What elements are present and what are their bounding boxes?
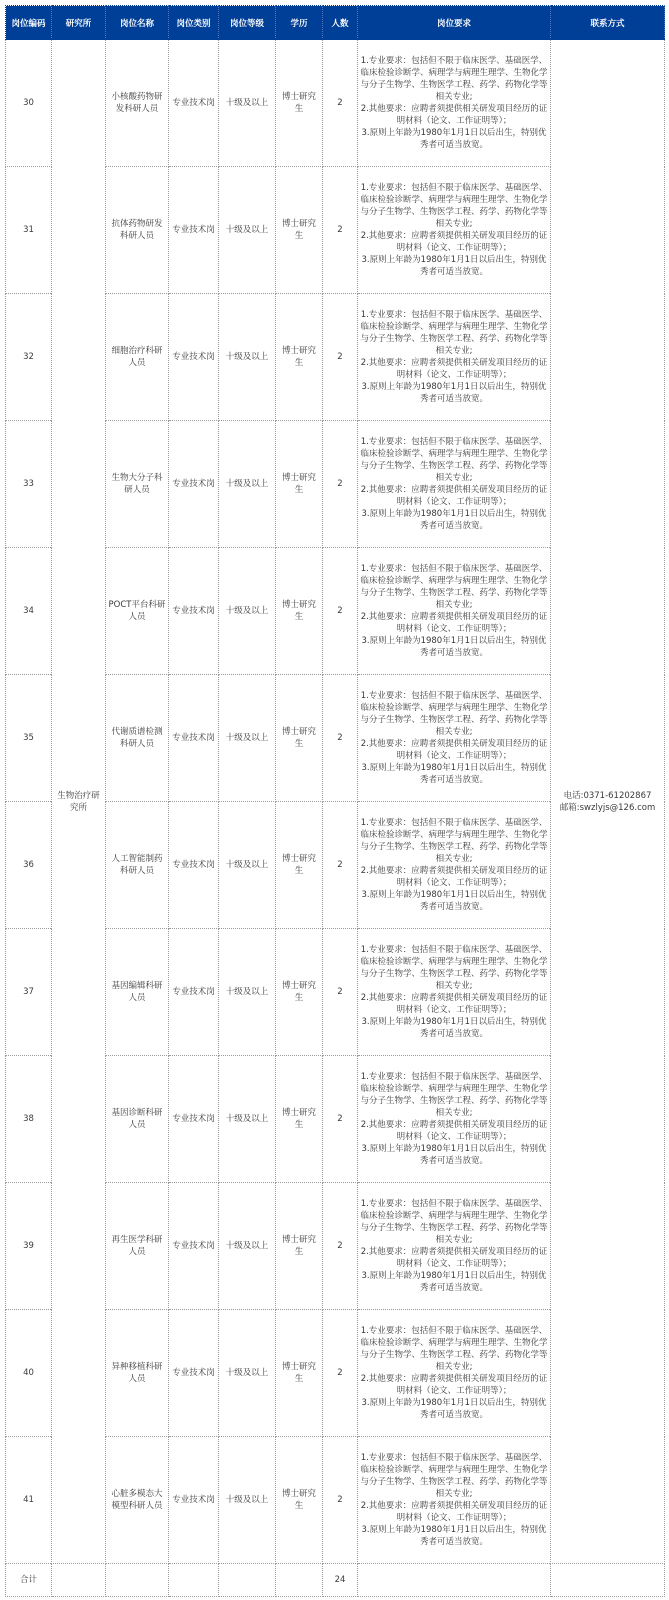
cell-education: 博士研究生 — [276, 167, 323, 294]
cell-requirements — [358, 294, 551, 421]
requirement-line-2: 2.其他要求：应聘者须提供相关研发项目经历的证明材料（论文、工作证明等）； — [360, 231, 548, 253]
requirement-line-1: 1.专业要求：包括但不限于临床医学、基础医学、临床检验诊断学、病理学与病理生理学、生物化学与分子生物学、生物医学工程、药学、药物化学等相关专业; — [360, 1072, 548, 1118]
header-row — [6, 6, 665, 40]
requirement-line-3: 3.原则上年龄为1980年1月1日以后出生，特别优秀者可适当放宽。 — [361, 255, 547, 277]
cell-category: 专业技术岗 — [169, 1437, 219, 1564]
cell-requirements — [358, 548, 551, 675]
requirement-line-3: 3.原则上年龄为1980年1月1日以后出生，特别优秀者可适当放宽。 — [361, 382, 547, 404]
cell-level: 十级及以上 — [219, 1183, 276, 1310]
total-empty — [551, 1564, 665, 1597]
cell-education: 博士研究生 — [276, 1310, 323, 1437]
requirement-line-2: 2.其他要求：应聘者须提供相关研发项目经历的证明材料（论文、工作证明等）； — [360, 1247, 548, 1269]
col-header-count: 人数 — [323, 6, 358, 40]
cell-name: 细胞治疗科研人员 — [106, 294, 169, 421]
total-empty — [219, 1564, 276, 1597]
cell-code: 31 — [6, 167, 52, 294]
requirement-line-2: 2.其他要求：应聘者须提供相关研发项目经历的证明材料（论文、工作证明等）； — [360, 866, 548, 888]
cell-education: 博士研究生 — [276, 40, 323, 167]
cell-category: 专业技术岗 — [169, 40, 219, 167]
requirement-line-2: 2.其他要求：应聘者须提供相关研发项目经历的证明材料（论文、工作证明等）； — [360, 993, 548, 1015]
cell-name: 再生医学科研人员 — [106, 1183, 169, 1310]
contact-phone: 电话:0371-61202867 — [563, 790, 652, 801]
cell-name: POCT平台科研人员 — [106, 548, 169, 675]
cell-code: 37 — [6, 929, 52, 1056]
requirement-line-3: 3.原则上年龄为1980年1月1日以后出生，特别优秀者可适当放宽。 — [361, 509, 547, 531]
total-empty — [358, 1564, 551, 1597]
requirement-line-2: 2.其他要求：应聘者须提供相关研发项目经历的证明材料（论文、工作证明等）； — [360, 104, 548, 126]
requirement-line-1: 1.专业要求：包括但不限于临床医学、基础医学、临床检验诊断学、病理学与病理生理学、生物化学与分子生物学、生物医学工程、药学、药物化学等相关专业; — [360, 945, 548, 991]
cell-requirements — [358, 929, 551, 1056]
cell-count: 2 — [323, 294, 358, 421]
cell-education: 博士研究生 — [276, 548, 323, 675]
requirement-line-1: 1.专业要求：包括但不限于临床医学、基础医学、临床检验诊断学、病理学与病理生理学、生物化学与分子生物学、生物医学工程、药学、药物化学等相关专业; — [360, 1326, 548, 1372]
requirement-line-3: 3.原则上年龄为1980年1月1日以后出生，特别优秀者可适当放宽。 — [361, 1398, 547, 1420]
cell-category: 专业技术岗 — [169, 802, 219, 929]
cell-level: 十级及以上 — [219, 167, 276, 294]
cell-category: 专业技术岗 — [169, 1183, 219, 1310]
requirement-line-2: 2.其他要求：应聘者须提供相关研发项目经历的证明材料（论文、工作证明等）； — [360, 358, 548, 380]
cell-category: 专业技术岗 — [169, 548, 219, 675]
cell-name: 代谢质谱检测科研人员 — [106, 675, 169, 802]
cell-code: 30 — [6, 40, 52, 167]
total-empty — [52, 1564, 106, 1597]
cell-requirements — [358, 421, 551, 548]
cell-education: 博士研究生 — [276, 421, 323, 548]
cell-level: 十级及以上 — [219, 675, 276, 802]
cell-level: 十级及以上 — [219, 40, 276, 167]
cell-requirements — [358, 1310, 551, 1437]
requirement-line-3: 3.原则上年龄为1980年1月1日以后出生，特别优秀者可适当放宽。 — [361, 636, 547, 658]
total-empty — [106, 1564, 169, 1597]
col-header-level: 岗位等级 — [219, 6, 276, 40]
col-header-code: 岗位编码 — [6, 6, 52, 40]
cell-code: 33 — [6, 421, 52, 548]
total-label: 合计 — [6, 1564, 52, 1597]
cell-education: 博士研究生 — [276, 675, 323, 802]
cell-count: 2 — [323, 167, 358, 294]
cell-count: 2 — [323, 548, 358, 675]
cell-count: 2 — [323, 1437, 358, 1564]
requirement-line-3: 3.原则上年龄为1980年1月1日以后出生，特别优秀者可适当放宽。 — [361, 1017, 547, 1039]
requirement-line-1: 1.专业要求：包括但不限于临床医学、基础医学、临床检验诊断学、病理学与病理生理学、生物化学与分子生物学、生物医学工程、药学、药物化学等相关专业; — [360, 691, 548, 737]
cell-level: 十级及以上 — [219, 294, 276, 421]
cell-contact — [551, 40, 665, 1564]
cell-requirements — [358, 167, 551, 294]
cell-category: 专业技术岗 — [169, 421, 219, 548]
cell-level: 十级及以上 — [219, 1056, 276, 1183]
cell-code: 39 — [6, 1183, 52, 1310]
cell-level: 十级及以上 — [219, 548, 276, 675]
cell-code: 32 — [6, 294, 52, 421]
positions-table — [5, 5, 665, 1597]
cell-name: 小核酸药物研发科研人员 — [106, 40, 169, 167]
requirement-line-1: 1.专业要求：包括但不限于临床医学、基础医学、临床检验诊断学、病理学与病理生理学、生物化学与分子生物学、生物医学工程、药学、药物化学等相关专业; — [360, 564, 548, 610]
cell-requirements — [358, 1056, 551, 1183]
cell-requirements — [358, 802, 551, 929]
requirement-line-2: 2.其他要求：应聘者须提供相关研发项目经历的证明材料（论文、工作证明等）； — [360, 1120, 548, 1142]
cell-count: 2 — [323, 929, 358, 1056]
requirement-line-3: 3.原则上年龄为1980年1月1日以后出生，特别优秀者可适当放宽。 — [361, 763, 547, 785]
requirement-line-2: 2.其他要求：应聘者须提供相关研发项目经历的证明材料（论文、工作证明等）； — [360, 1374, 548, 1396]
requirement-line-3: 3.原则上年龄为1980年1月1日以后出生，特别优秀者可适当放宽。 — [361, 1144, 547, 1166]
requirement-line-3: 3.原则上年龄为1980年1月1日以后出生，特别优秀者可适当放宽。 — [361, 128, 547, 150]
requirement-line-2: 2.其他要求：应聘者须提供相关研发项目经历的证明材料（论文、工作证明等）； — [360, 739, 548, 761]
cell-requirements — [358, 40, 551, 167]
cell-code: 38 — [6, 1056, 52, 1183]
requirement-line-1: 1.专业要求：包括但不限于临床医学、基础医学、临床检验诊断学、病理学与病理生理学、生物化学与分子生物学、生物医学工程、药学、药物化学等相关专业; — [360, 1453, 548, 1499]
col-header-education: 学历 — [276, 6, 323, 40]
cell-category: 专业技术岗 — [169, 929, 219, 1056]
cell-requirements — [358, 1183, 551, 1310]
total-row — [6, 1564, 665, 1597]
cell-name: 生物大分子科研人员 — [106, 421, 169, 548]
cell-level: 十级及以上 — [219, 929, 276, 1056]
col-header-institute: 研究所 — [52, 6, 106, 40]
cell-name: 基因诊断科研人员 — [106, 1056, 169, 1183]
cell-name: 心脏多模态大模型科研人员 — [106, 1437, 169, 1564]
requirement-line-2: 2.其他要求：应聘者须提供相关研发项目经历的证明材料（论文、工作证明等）； — [360, 1501, 548, 1523]
total-count: 24 — [323, 1564, 358, 1597]
cell-category: 专业技术岗 — [169, 1310, 219, 1437]
cell-education: 博士研究生 — [276, 802, 323, 929]
col-header-contact: 联系方式 — [551, 6, 665, 40]
cell-requirements — [358, 675, 551, 802]
requirement-line-2: 2.其他要求：应聘者须提供相关研发项目经历的证明材料（论文、工作证明等）； — [360, 485, 548, 507]
requirement-line-1: 1.专业要求：包括但不限于临床医学、基础医学、临床检验诊断学、病理学与病理生理学、生物化学与分子生物学、生物医学工程、药学、药物化学等相关专业; — [360, 56, 548, 102]
cell-count: 2 — [323, 1183, 358, 1310]
requirement-line-1: 1.专业要求：包括但不限于临床医学、基础医学、临床检验诊断学、病理学与病理生理学、生物化学与分子生物学、生物医学工程、药学、药物化学等相关专业; — [360, 818, 548, 864]
table-row — [6, 40, 665, 167]
requirement-line-1: 1.专业要求：包括但不限于临床医学、基础医学、临床检验诊断学、病理学与病理生理学、生物化学与分子生物学、生物医学工程、药学、药物化学等相关专业; — [360, 437, 548, 483]
cell-name: 人工智能制药科研人员 — [106, 802, 169, 929]
contact-email: 邮箱:swzlyjs@126.com — [559, 802, 656, 813]
cell-name: 抗体药物研发科研人员 — [106, 167, 169, 294]
cell-code: 40 — [6, 1310, 52, 1437]
cell-institute: 生物治疗研究所 — [52, 40, 106, 1564]
cell-education: 博士研究生 — [276, 1183, 323, 1310]
cell-level: 十级及以上 — [219, 1310, 276, 1437]
requirement-line-1: 1.专业要求：包括但不限于临床医学、基础医学、临床检验诊断学、病理学与病理生理学、生物化学与分子生物学、生物医学工程、药学、药物化学等相关专业; — [360, 1199, 548, 1245]
cell-name: 基因编辑科研人员 — [106, 929, 169, 1056]
cell-code: 41 — [6, 1437, 52, 1564]
requirement-line-1: 1.专业要求：包括但不限于临床医学、基础医学、临床检验诊断学、病理学与病理生理学、生物化学与分子生物学、生物医学工程、药学、药物化学等相关专业; — [360, 183, 548, 229]
cell-level: 十级及以上 — [219, 421, 276, 548]
col-header-name: 岗位名称 — [106, 6, 169, 40]
requirement-line-3: 3.原则上年龄为1980年1月1日以后出生，特别优秀者可适当放宽。 — [361, 1525, 547, 1547]
cell-category: 专业技术岗 — [169, 1056, 219, 1183]
requirement-line-3: 3.原则上年龄为1980年1月1日以后出生，特别优秀者可适当放宽。 — [361, 890, 547, 912]
cell-requirements — [358, 1437, 551, 1564]
cell-education: 博士研究生 — [276, 1437, 323, 1564]
total-empty — [169, 1564, 219, 1597]
col-header-requirements: 岗位要求 — [358, 6, 551, 40]
cell-education: 博士研究生 — [276, 1056, 323, 1183]
requirement-line-2: 2.其他要求：应聘者须提供相关研发项目经历的证明材料（论文、工作证明等）； — [360, 612, 548, 634]
cell-category: 专业技术岗 — [169, 675, 219, 802]
cell-name: 异种移植科研人员 — [106, 1310, 169, 1437]
cell-education: 博士研究生 — [276, 294, 323, 421]
requirement-line-3: 3.原则上年龄为1980年1月1日以后出生，特别优秀者可适当放宽。 — [361, 1271, 547, 1293]
cell-count: 2 — [323, 421, 358, 548]
cell-code: 36 — [6, 802, 52, 929]
cell-level: 十级及以上 — [219, 1437, 276, 1564]
cell-category: 专业技术岗 — [169, 167, 219, 294]
cell-count: 2 — [323, 675, 358, 802]
total-empty — [276, 1564, 323, 1597]
cell-count: 2 — [323, 1310, 358, 1437]
cell-count: 2 — [323, 1056, 358, 1183]
cell-count: 2 — [323, 40, 358, 167]
cell-code: 35 — [6, 675, 52, 802]
cell-count: 2 — [323, 802, 358, 929]
cell-category: 专业技术岗 — [169, 294, 219, 421]
requirement-line-1: 1.专业要求：包括但不限于临床医学、基础医学、临床检验诊断学、病理学与病理生理学、生物化学与分子生物学、生物医学工程、药学、药物化学等相关专业; — [360, 310, 548, 356]
col-header-category: 岗位类别 — [169, 6, 219, 40]
cell-education: 博士研究生 — [276, 929, 323, 1056]
cell-code: 34 — [6, 548, 52, 675]
cell-level: 十级及以上 — [219, 802, 276, 929]
